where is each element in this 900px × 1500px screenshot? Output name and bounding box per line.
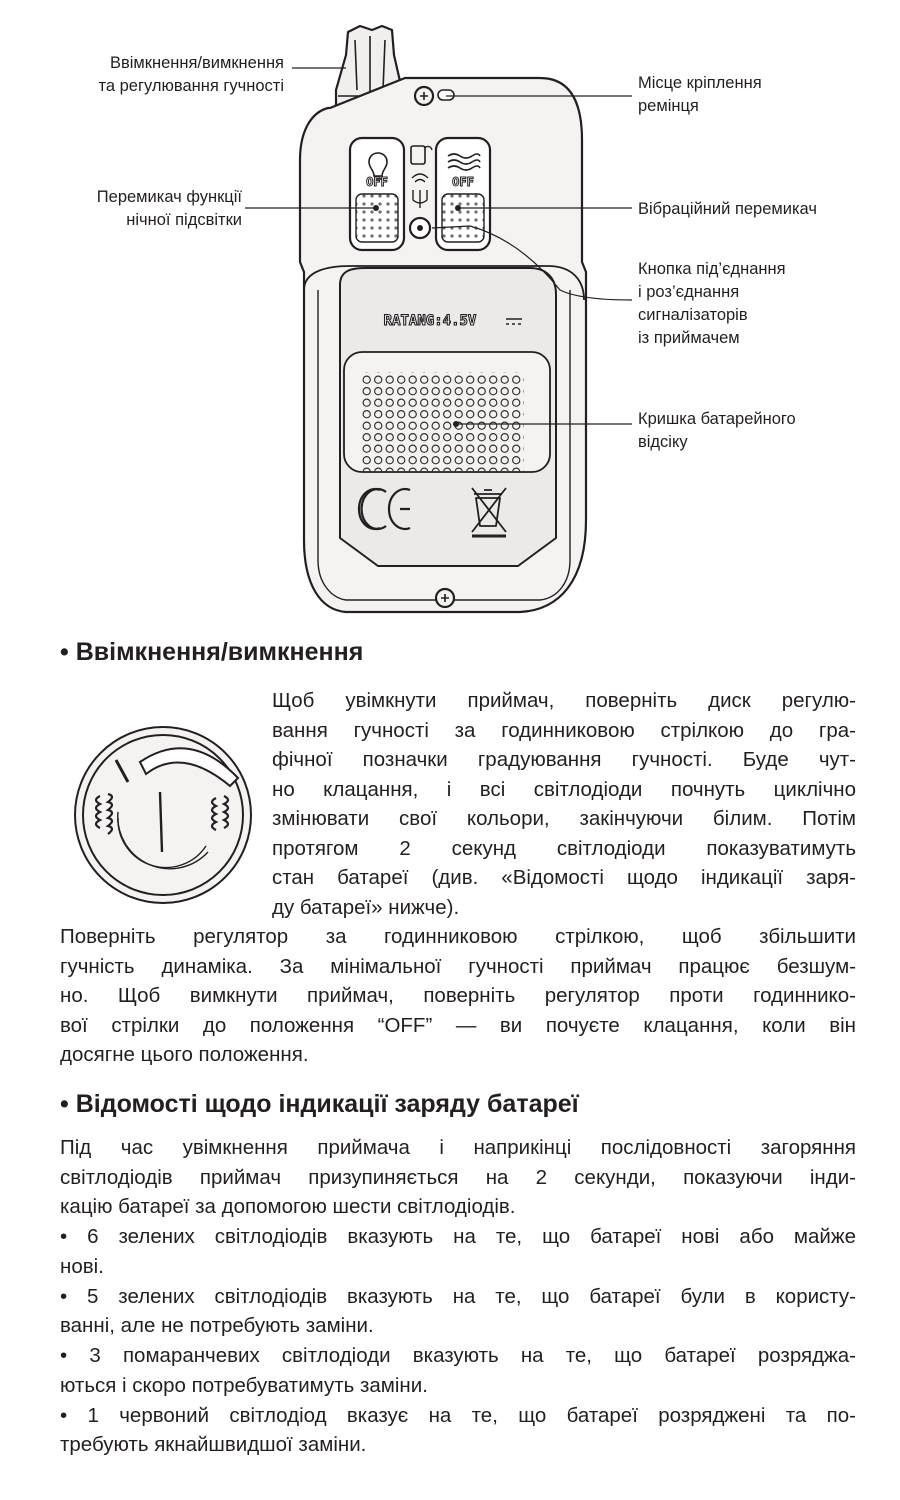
off-label-right: OFF (452, 175, 474, 189)
text-line: ду батареї» нижче). (272, 895, 460, 919)
text-line: стан батареї (див. «Відомості щодо індикації заря- (272, 866, 856, 889)
list-item: • 6 зелених світлодіодів вказують на те, що батареї нові або майже (60, 1225, 856, 1248)
callout-text: Кришка батарейного (638, 410, 796, 428)
text-line: протягом 2 секунд світлодіоди показуватимуть (272, 836, 856, 860)
callout-text: Вібраційний перемикач (638, 200, 817, 218)
text-line: но клацання, і всі світлодіоди почнуть циклічно (272, 777, 856, 801)
text-line: вої стрілки до положення “OFF” — ви почуєте клацання, коли він (60, 1013, 856, 1037)
text-line: гучність динаміка. За мінімальної гучності приймач працює безшум- (60, 954, 856, 978)
callout-text: нічної підсвітки (126, 211, 242, 229)
callout-text: сигналізаторів (638, 306, 748, 324)
list-item: • 3 помаранчевих світлодіоди вказують на те, що батареї розряджа- (60, 1344, 856, 1367)
callout-text: Кнопка під’єднання (638, 260, 786, 278)
text-line: нові. (60, 1254, 104, 1278)
callout-night-light-switch (97, 186, 242, 232)
text-line: требують якнайшвидшої заміни. (60, 1433, 367, 1456)
callout-strap-mount (638, 72, 762, 118)
volume-knob-illustration (70, 722, 256, 908)
text-line: Під час увімкнення приймача і наприкінці послідовності загоряння (60, 1136, 856, 1159)
callout-battery-cover (638, 408, 796, 454)
callout-text: із приймачем (638, 329, 740, 347)
text-line: ються і скоро потребуватимуть заміни. (60, 1373, 428, 1397)
callout-text: відсіку (638, 433, 688, 451)
section-heading-battery: • Відомості щодо індикації заряду батареї (60, 1090, 579, 1118)
text-line: ванні, але не потребують заміни. (60, 1314, 374, 1337)
callout-vibration-switch (638, 198, 817, 221)
callout-text: та регулювання гучності (98, 77, 284, 95)
text-line: досягне цього положення. (60, 1043, 309, 1066)
text-line: кацію батареї за допомогою шести світлодіодів. (60, 1195, 516, 1218)
text-line: світлодіодів приймач призупиняється на 2 секунди, показуючи інди- (60, 1165, 856, 1189)
callout-text: Ввімкнення/вимкнення (109, 54, 284, 72)
callout-pairing-button (638, 258, 786, 350)
text-line: вання гучності за годинниковою стрілкою до гра- (272, 718, 856, 742)
callout-text: ремінця (638, 97, 699, 115)
text-line: Поверніть регулятор за годинниковою стрілкою, щоб збільшити (60, 925, 856, 948)
section-heading-power: • Ввімкнення/вимкнення (60, 638, 364, 666)
off-label-left: OFF (366, 175, 388, 189)
text-line: змінювати свої кольори, закінчуючи білим. Потім (272, 807, 856, 830)
callout-text: і роз’єднання (638, 283, 740, 301)
rating-label: RATANG:4.5V (383, 313, 477, 329)
text-line: но. Щоб вимкнути приймач, поверніть регулятор проти годиннико- (60, 984, 856, 1007)
list-item: • 5 зелених світлодіодів вказують на те, що батареї були в користу- (60, 1284, 856, 1308)
callout-text: Місце кріплення (638, 74, 762, 92)
list-item: • 1 червоний світлодіод вказує на те, що батареї розряджені та по- (60, 1403, 856, 1427)
text-line: фічної позначки градуювання гучності. Буде чут- (272, 748, 856, 771)
callout-power-volume (98, 52, 284, 98)
text-line: Щоб увімкнути приймач, поверніть диск регулю- (272, 689, 856, 712)
callout-text: Перемикач функції (96, 188, 242, 206)
